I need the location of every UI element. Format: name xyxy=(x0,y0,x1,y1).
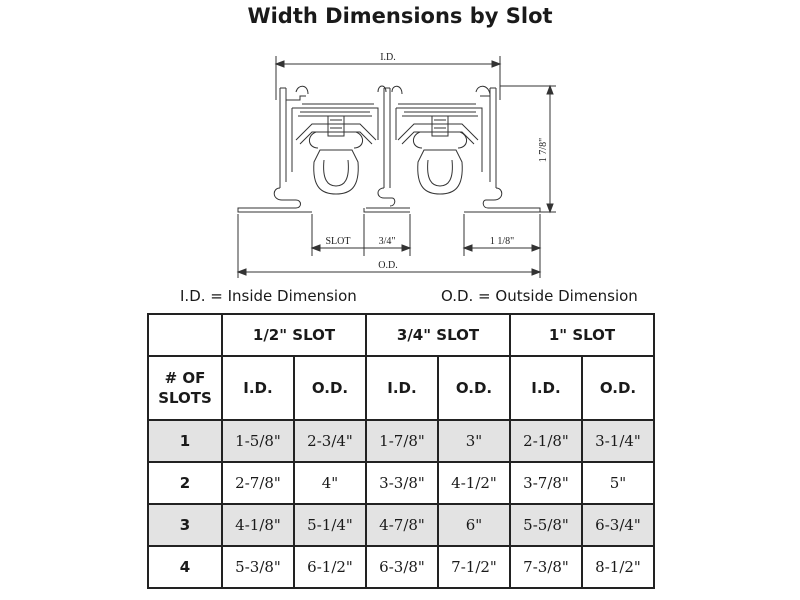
subheader-od: O.D. xyxy=(294,356,366,420)
subheader-od: O.D. xyxy=(438,356,510,420)
table-cell: 2-1/8" xyxy=(510,420,582,462)
table-cell: 5-5/8" xyxy=(510,504,582,546)
slot-dimension-label: SLOT xyxy=(325,236,351,247)
one-eighth-dimension-label: 1 1/8" xyxy=(489,236,515,247)
subheader-id: I.D. xyxy=(510,356,582,420)
table-row xyxy=(148,504,654,546)
table-cell: 1-7/8" xyxy=(366,420,438,462)
table-cell: 3" xyxy=(438,420,510,462)
legend-id: I.D. = Inside Dimension xyxy=(180,287,357,305)
table-cell: 4" xyxy=(294,462,366,504)
table-cell: 7-3/8" xyxy=(510,546,582,588)
id-dimension-label: I.D. xyxy=(380,52,396,63)
slot-count-cell: 3 xyxy=(148,504,222,546)
legend-od: O.D. = Outside Dimension xyxy=(441,287,638,305)
table-row xyxy=(148,420,654,462)
table-cell: 2-3/4" xyxy=(294,420,366,462)
slot-profile-diagram xyxy=(0,0,800,290)
header-half-inch-slot: 1/2" SLOT xyxy=(222,314,366,356)
table-cell: 7-1/2" xyxy=(438,546,510,588)
table-cell: 4-1/2" xyxy=(438,462,510,504)
subheader-id: I.D. xyxy=(366,356,438,420)
subheader-od: O.D. xyxy=(582,356,654,420)
table-cell: 3-3/8" xyxy=(366,462,438,504)
table-cell: 3-7/8" xyxy=(510,462,582,504)
header-three-quarter-inch-slot: 3/4" SLOT xyxy=(366,314,510,356)
three-quarter-dimension-label: 3/4" xyxy=(378,236,396,247)
table-cell: 1-5/8" xyxy=(222,420,294,462)
subheader-id: I.D. xyxy=(222,356,294,420)
table-cell: 4-1/8" xyxy=(222,504,294,546)
page-title: Width Dimensions by Slot xyxy=(247,4,553,28)
table-row xyxy=(148,462,654,504)
table-cell: 5-3/8" xyxy=(222,546,294,588)
table-cell: 4-7/8" xyxy=(366,504,438,546)
corner-cell xyxy=(148,314,222,356)
table-cell: 6-3/4" xyxy=(582,504,654,546)
table-cell: 6-3/8" xyxy=(366,546,438,588)
table-cell: 8-1/2" xyxy=(582,546,654,588)
slot-count-cell: 2 xyxy=(148,462,222,504)
table-subheader-row xyxy=(148,356,654,420)
table-cell: 5" xyxy=(582,462,654,504)
table-cell: 6-1/2" xyxy=(294,546,366,588)
table-cell: 3-1/4" xyxy=(582,420,654,462)
table-row xyxy=(148,546,654,588)
header-number-of-slots: # OF SLOTS xyxy=(148,356,222,420)
height-dimension-label: 1 7/8" xyxy=(538,137,549,163)
dimensions-table xyxy=(147,313,655,589)
header-one-inch-slot: 1" SLOT xyxy=(510,314,654,356)
table-header-row xyxy=(148,314,654,356)
table-cell: 5-1/4" xyxy=(294,504,366,546)
slot-count-cell: 4 xyxy=(148,546,222,588)
table-cell: 6" xyxy=(438,504,510,546)
slot-count-cell: 1 xyxy=(148,420,222,462)
od-dimension-label: O.D. xyxy=(378,260,398,271)
table-cell: 2-7/8" xyxy=(222,462,294,504)
